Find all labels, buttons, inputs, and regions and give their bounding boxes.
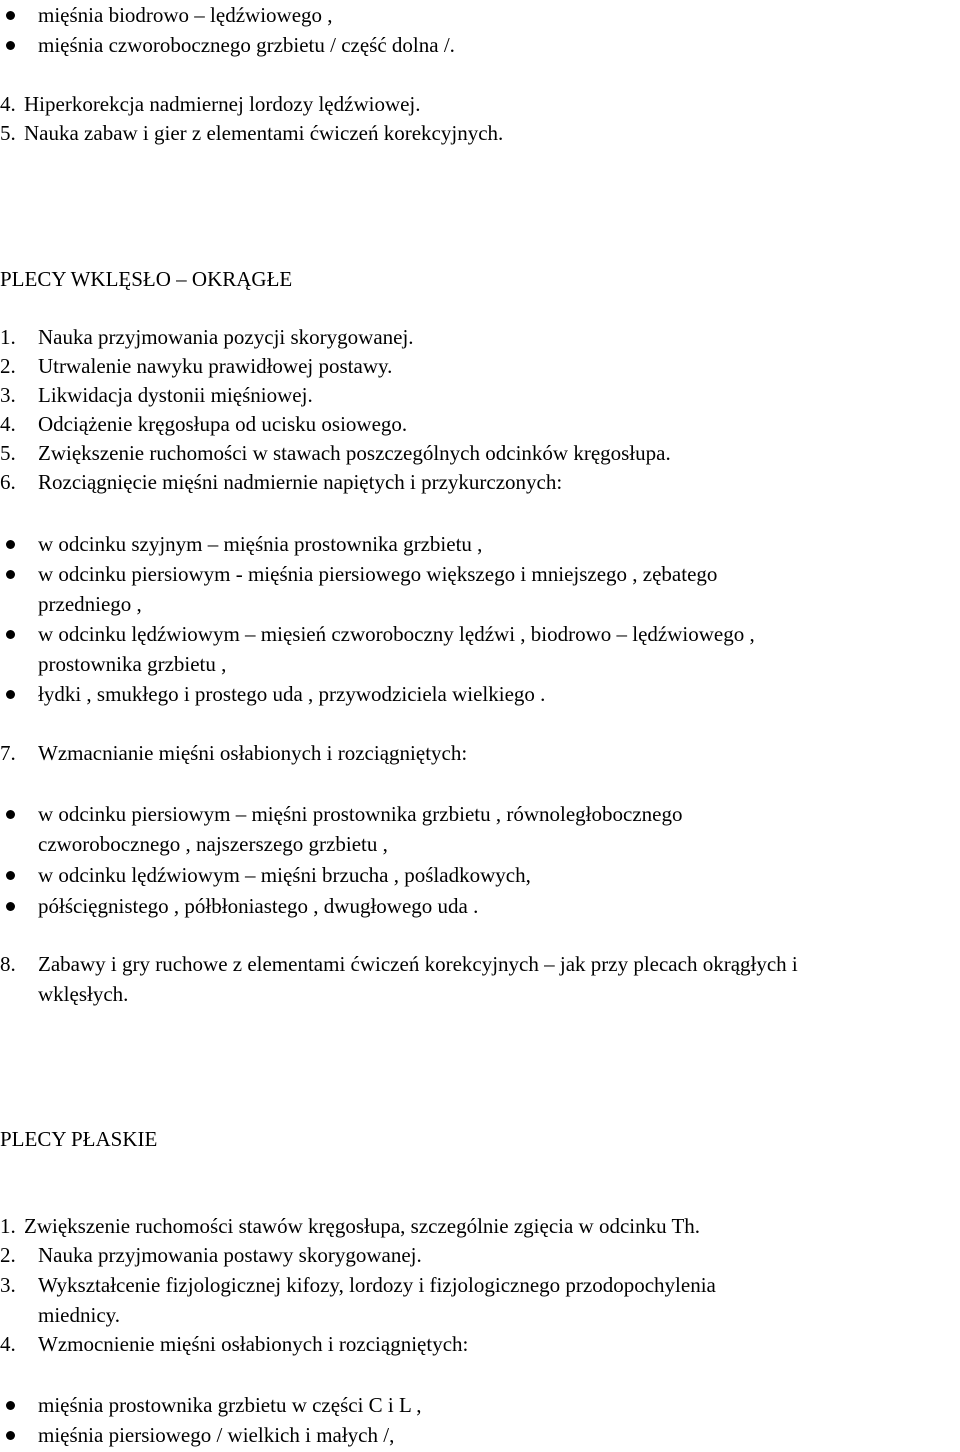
item-number: 3. — [0, 383, 16, 407]
item-number: 8. — [0, 952, 16, 976]
list-item-text: łydki , smukłego i prostego uda , przywodziciela wielkiego . — [38, 682, 546, 706]
list-item-text: Nauka przyjmowania postawy skorygowanej. — [38, 1243, 422, 1267]
item-number: 7. — [0, 741, 16, 765]
list-item-text: Zwiększenie ruchomości w stawach poszczególnych odcinków kręgosłupa. — [38, 441, 671, 465]
section-title: PLECY WKLĘSŁO – OKRĄGŁE — [0, 267, 293, 291]
bullet-icon — [6, 1431, 15, 1440]
item-number: 5. — [0, 121, 16, 145]
list-item-text: przedniego , — [38, 592, 142, 616]
bullet-icon — [6, 902, 15, 911]
list-item-text: w odcinku piersiowym – mięśni prostownika grzbietu , równoległobocznego — [38, 802, 683, 826]
item-number: 4. — [0, 1332, 16, 1356]
bullet-icon — [6, 871, 15, 880]
list-item-text: mięśnia prostownika grzbietu w części C i L , — [38, 1393, 422, 1417]
list-item-text: czworobocznego , najszerszego grzbietu , — [38, 832, 388, 856]
item-number: 4. — [0, 92, 16, 116]
list-item-text: w odcinku lędźwiowym – mięśni brzucha , pośladkowych, — [38, 863, 531, 887]
list-item-text: mięśnia czworobocznego grzbietu / część dolna /. — [38, 33, 455, 57]
list-item-text: w odcinku szyjnym – mięśnia prostownika grzbietu , — [38, 532, 483, 556]
item-number: 1. — [0, 325, 16, 349]
list-item-text: wklęsłych. — [38, 982, 129, 1006]
item-number: 5. — [0, 441, 16, 465]
list-item-text: w odcinku piersiowym - mięśnia piersiowego większego i mniejszego , zębatego — [38, 562, 718, 586]
list-item-text: Utrwalenie nawyku prawidłowej postawy. — [38, 354, 393, 378]
list-item-text: Likwidacja dystonii mięśniowej. — [38, 383, 313, 407]
list-item-text: w odcinku lędźwiowym – mięsień czworoboczny lędźwi , biodrowo – lędźwiowego , — [38, 622, 755, 646]
list-item-text: Rozciągnięcie mięśni nadmiernie napiętych i przykurczonych: — [38, 470, 563, 494]
list-item-text: Nauka przyjmowania pozycji skorygowanej. — [38, 325, 414, 349]
section-title: PLECY PŁASKIE — [0, 1127, 158, 1151]
list-item-text: Wzmocnienie mięśni osłabionych i rozciągniętych: — [38, 1332, 469, 1356]
list-item-text: Zabawy i gry ruchowe z elementami ćwiczeń korekcyjnych – jak przy plecach okrągłych i — [38, 952, 798, 976]
bullet-icon — [6, 1401, 15, 1410]
list-item-text: Wykształcenie fizjologicznej kifozy, lordozy i fizjologicznego przodopochylenia — [38, 1273, 716, 1297]
bullet-icon — [6, 41, 15, 50]
bullet-icon — [6, 630, 15, 639]
list-item-text: półścięgnistego , półbłoniastego , dwugłowego uda . — [38, 894, 479, 918]
list-item-text: miednicy. — [38, 1303, 121, 1327]
list-item-text: Zwiększenie ruchomości stawów kręgosłupa, szczególnie zgięcia w odcinku Th. — [24, 1214, 701, 1238]
list-item-text: mięśnia piersiowego / wielkich i małych /, — [38, 1423, 395, 1447]
item-number: 2. — [0, 354, 16, 378]
list-item-text: prostownika grzbietu , — [38, 652, 227, 676]
bullet-icon — [6, 570, 15, 579]
list-item-text: Hiperkorekcja nadmiernej lordozy lędźwiowej. — [24, 92, 421, 116]
bullet-icon — [6, 11, 15, 20]
item-number: 6. — [0, 470, 16, 494]
list-item-text: mięśnia biodrowo – lędźwiowego , — [38, 3, 333, 27]
bullet-icon — [6, 810, 15, 819]
bullet-icon — [6, 690, 15, 699]
item-number: 2. — [0, 1243, 16, 1267]
list-item-text: Wzmacnianie mięśni osłabionych i rozciągniętych: — [38, 741, 468, 765]
item-number: 1. — [0, 1214, 16, 1238]
item-number: 4. — [0, 412, 16, 436]
bullet-icon — [6, 540, 15, 549]
list-item-text: Nauka zabaw i gier z elementami ćwiczeń korekcyjnych. — [24, 121, 504, 145]
list-item-text: Odciążenie kręgosłupa od ucisku osiowego. — [38, 412, 408, 436]
item-number: 3. — [0, 1273, 16, 1297]
